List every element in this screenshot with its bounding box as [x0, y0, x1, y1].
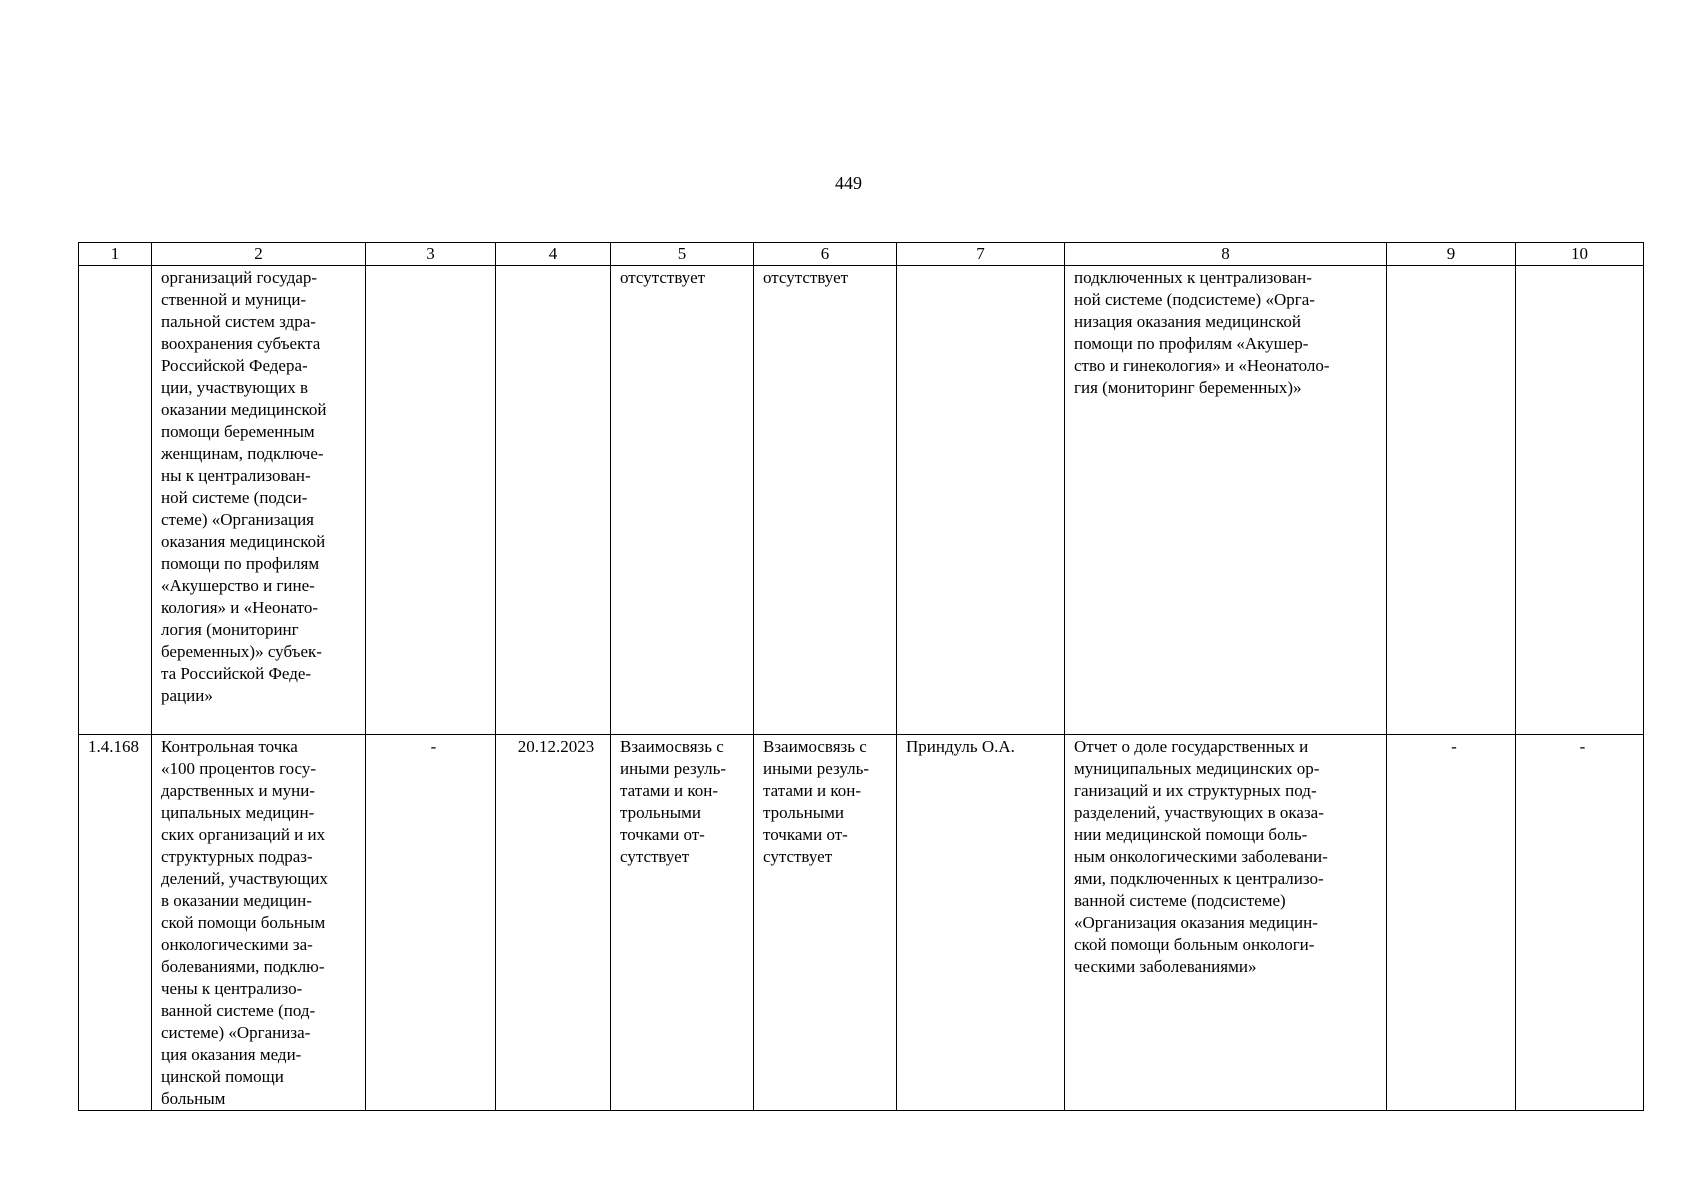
header-cell-10: 10	[1516, 243, 1644, 266]
header-cell-8: 8	[1065, 243, 1387, 266]
header-cell-6: 6	[754, 243, 897, 266]
cell-relation-next: Взаимосвязь с иными резуль- татами и кон- трольными точками от- сутствует	[754, 735, 897, 1111]
cell-col9: -	[1387, 735, 1516, 1111]
cell-col3: -	[366, 735, 496, 1111]
cell-relation-next: отсутствует	[754, 266, 897, 735]
cell-description: организаций государ- ственной и муници- пальной систем здра- воохранения субъекта Российской Федера- ции, участвующих в оказании медицинской помощи беременным женщинам, подключе- ны к централизован- ной системе (подси- стеме) «Организация оказания медицинской помощи по профилям «Акушерство и гине- кология» и «Неонато- логия (мониторинг беременных)» субъек- та Российской Феде- рации»	[152, 266, 366, 735]
header-cell-9: 9	[1387, 243, 1516, 266]
header-row	[79, 243, 1644, 266]
cell-col10: -	[1516, 735, 1644, 1111]
cell-relation-prev: отсутствует	[611, 266, 754, 735]
cell-number	[79, 266, 152, 735]
table-row	[79, 735, 1644, 1111]
cell-number: 1.4.168	[79, 735, 152, 1111]
header-cell-1: 1	[79, 243, 152, 266]
cell-col10	[1516, 266, 1644, 735]
cell-col9	[1387, 266, 1516, 735]
header-cell-7: 7	[897, 243, 1065, 266]
header-cell-2: 2	[152, 243, 366, 266]
cell-document: подключенных к централизован- ной системе (подсистеме) «Орга- низация оказания медицинской помощи по профилям «Акушер- ство и гинекология» и «Неонатоло- гия (мониторинг беременных)»	[1065, 266, 1387, 735]
cell-responsible	[897, 266, 1065, 735]
header-cell-5: 5	[611, 243, 754, 266]
document-table	[78, 242, 1644, 1111]
cell-document: Отчет о доле государственных и муниципальных медицинских ор- ганизаций и их структурных под- разделений, участвующих в оказа- нии медицинской помощи боль- ным онкологическими заболевани- ями, подключенных к централизо- ванной системе (подсистеме) «Организация оказания медицин- ской помощи больным онкологи- ческими заболеваниями»	[1065, 735, 1387, 1111]
table-row	[79, 266, 1644, 735]
header-cell-4: 4	[496, 243, 611, 266]
cell-description: Контрольная точка «100 процентов госу- дарственных и муни- ципальных медицин- ских организаций и их структурных подраз- делений, участвующих в оказании медицин- ской помощи больным онкологическими за- болеваниями, подклю- чены к централизо- ванной системе (под- системе) «Организа- ция оказания меди- цинской помощи больным	[152, 735, 366, 1111]
cell-responsible: Приндуль О.А.	[897, 735, 1065, 1111]
header-cell-3: 3	[366, 243, 496, 266]
cell-date: 20.12.2023	[496, 735, 611, 1111]
page-number: 449	[835, 173, 862, 193]
cell-date	[496, 266, 611, 735]
cell-col3	[366, 266, 496, 735]
cell-relation-prev: Взаимосвязь с иными резуль- татами и кон- трольными точками от- сутствует	[611, 735, 754, 1111]
